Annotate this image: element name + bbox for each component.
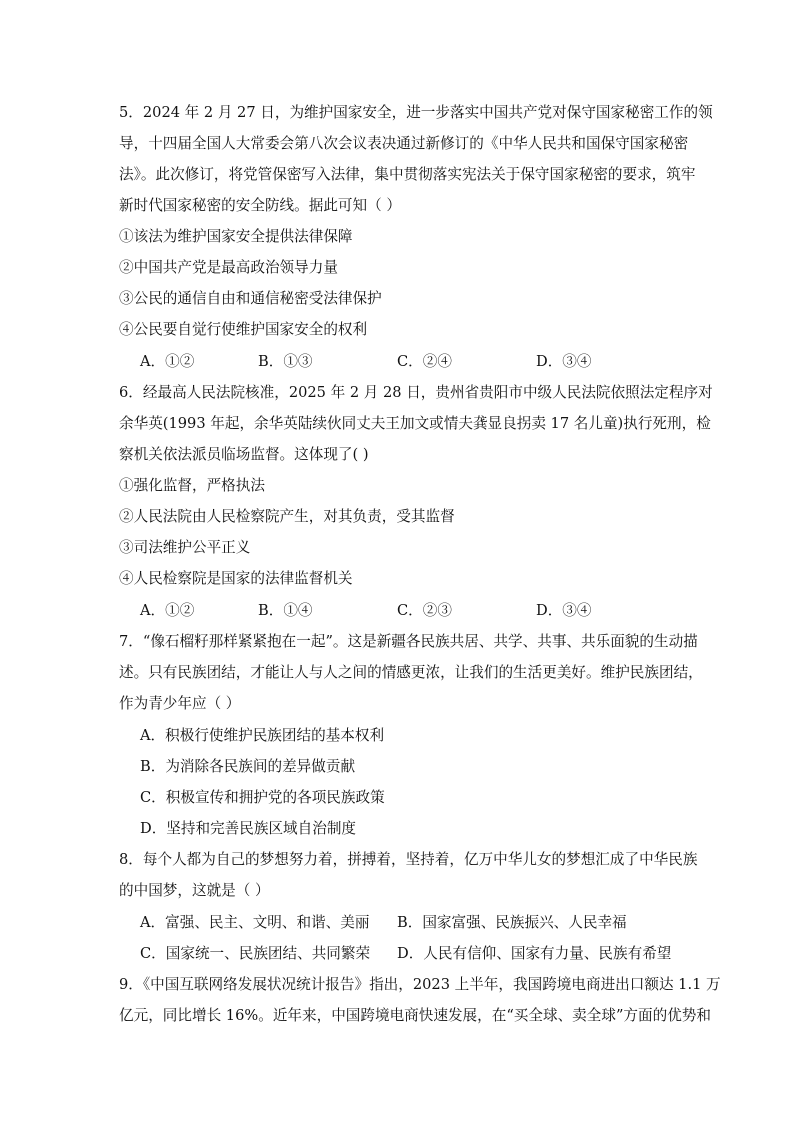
q5-option-c: C．②④ — [397, 353, 452, 370]
q6-option-c: C．②③ — [397, 602, 452, 619]
q6-option-a: A．①② — [140, 602, 195, 619]
q7-option-d: D．坚持和完善民族区域自治制度 — [140, 820, 357, 837]
q5-statement-1: ①该法为维护国家安全提供法律保障 — [119, 228, 353, 245]
q6-statement-3: ③司法维护公平正义 — [119, 539, 251, 556]
q7-option-a: A．积极行使维护民族团结的基本权利 — [140, 727, 385, 744]
q5-statement-2: ②中国共产党是最高政治领导力量 — [119, 259, 338, 276]
q8-stem-line-2: 的中国梦，这就是（ ） — [119, 882, 270, 899]
q5-statement-3: ③公民的通信自由和通信秘密受法律保护 — [119, 290, 382, 307]
q7-option-c: C．积极宣传和拥护党的各项民族政策 — [140, 789, 385, 806]
q8-option-c: C．国家统一、民族团结、共同繁荣 — [140, 945, 371, 962]
q5-stem-line-2: 导，十四届全国人大常委会第八次会议表决通过新修订的《中华人民共和国保守国家秘密 — [119, 135, 689, 152]
q6-stem-line-2: 余华英(1993 年起，余华英陆续伙同丈夫王加文或情夫龚显良拐卖 17 名儿童)执行死刑，检 — [119, 415, 711, 432]
q5-statement-4: ④公民要自觉行使维护国家安全的权利 — [119, 321, 368, 338]
q7-option-b: B．为消除各民族间的差异做贡献 — [140, 758, 356, 775]
q6-option-b: B．①④ — [258, 602, 313, 619]
q8-stem-line-1: 8．每个人都为自己的梦想努力着，拼搏着，坚持着，亿万中华儿女的梦想汇成了中华民族 — [119, 851, 698, 868]
q9-stem-line-2: 亿元，同比增长 16%。近年来，中国跨境电商快速发展，在“买全球、卖全球”方面的优势和 — [119, 1007, 711, 1024]
q9-stem-line-1: 9．《中国互联网络发展状况统计报告》指出，2023 上半年，我国跨境电商进出口额达 1.1 万 — [119, 976, 721, 993]
q5-option-d: D．③④ — [536, 353, 592, 370]
q8-option-a: A．富强、民主、文明、和谐、美丽 — [140, 914, 370, 931]
q7-stem-line-2: 述。只有民族团结，才能让人与人之间的情感更浓，让我们的生活更美好。维护民族团结， — [119, 664, 703, 681]
q8-option-d: D．人民有信仰、国家有力量、民族有希望 — [397, 945, 672, 962]
q8-option-b: B．国家富强、民族振兴、人民幸福 — [397, 914, 627, 931]
q5-stem-line-1: 5．2024 年 2 月 27 日，为维护国家安全，进一步落实中国共产党对保守国家秘密工作的领 — [119, 104, 713, 121]
q5-stem-line-4: 新时代国家秘密的安全防线。据此可知（ ） — [119, 197, 401, 214]
q6-stem-line-3: 察机关依法派员临场监督。这体现了( ) — [119, 446, 369, 463]
q5-stem-line-3: 法》。此次修订，将党管保密写入法律，集中贯彻落实宪法关于保守国家秘密的要求，筑牢 — [119, 166, 696, 183]
q5-option-b: B．①③ — [258, 353, 313, 370]
q6-statement-2: ②人民法院由人民检察院产生，对其负责，受其监督 — [119, 508, 455, 525]
q6-stem-line-1: 6．经最高人民法院核准，2025 年 2 月 28 日，贵州省贵阳市中级人民法院依照法定程序对 — [119, 384, 713, 401]
q6-statement-4: ④人民检察院是国家的法律监督机关 — [119, 570, 353, 587]
q7-stem-line-1: 7．“像石榴籽那样紧紧抱在一起”。这是新疆各民族共居、共学、共事、共乐面貌的生动描 — [119, 633, 698, 650]
q6-statement-1: ①强化监督，严格执法 — [119, 477, 265, 494]
q5-option-a: A．①② — [140, 353, 195, 370]
q6-option-d: D．③④ — [536, 602, 592, 619]
q7-stem-line-3: 作为青少年应（ ） — [119, 695, 241, 712]
